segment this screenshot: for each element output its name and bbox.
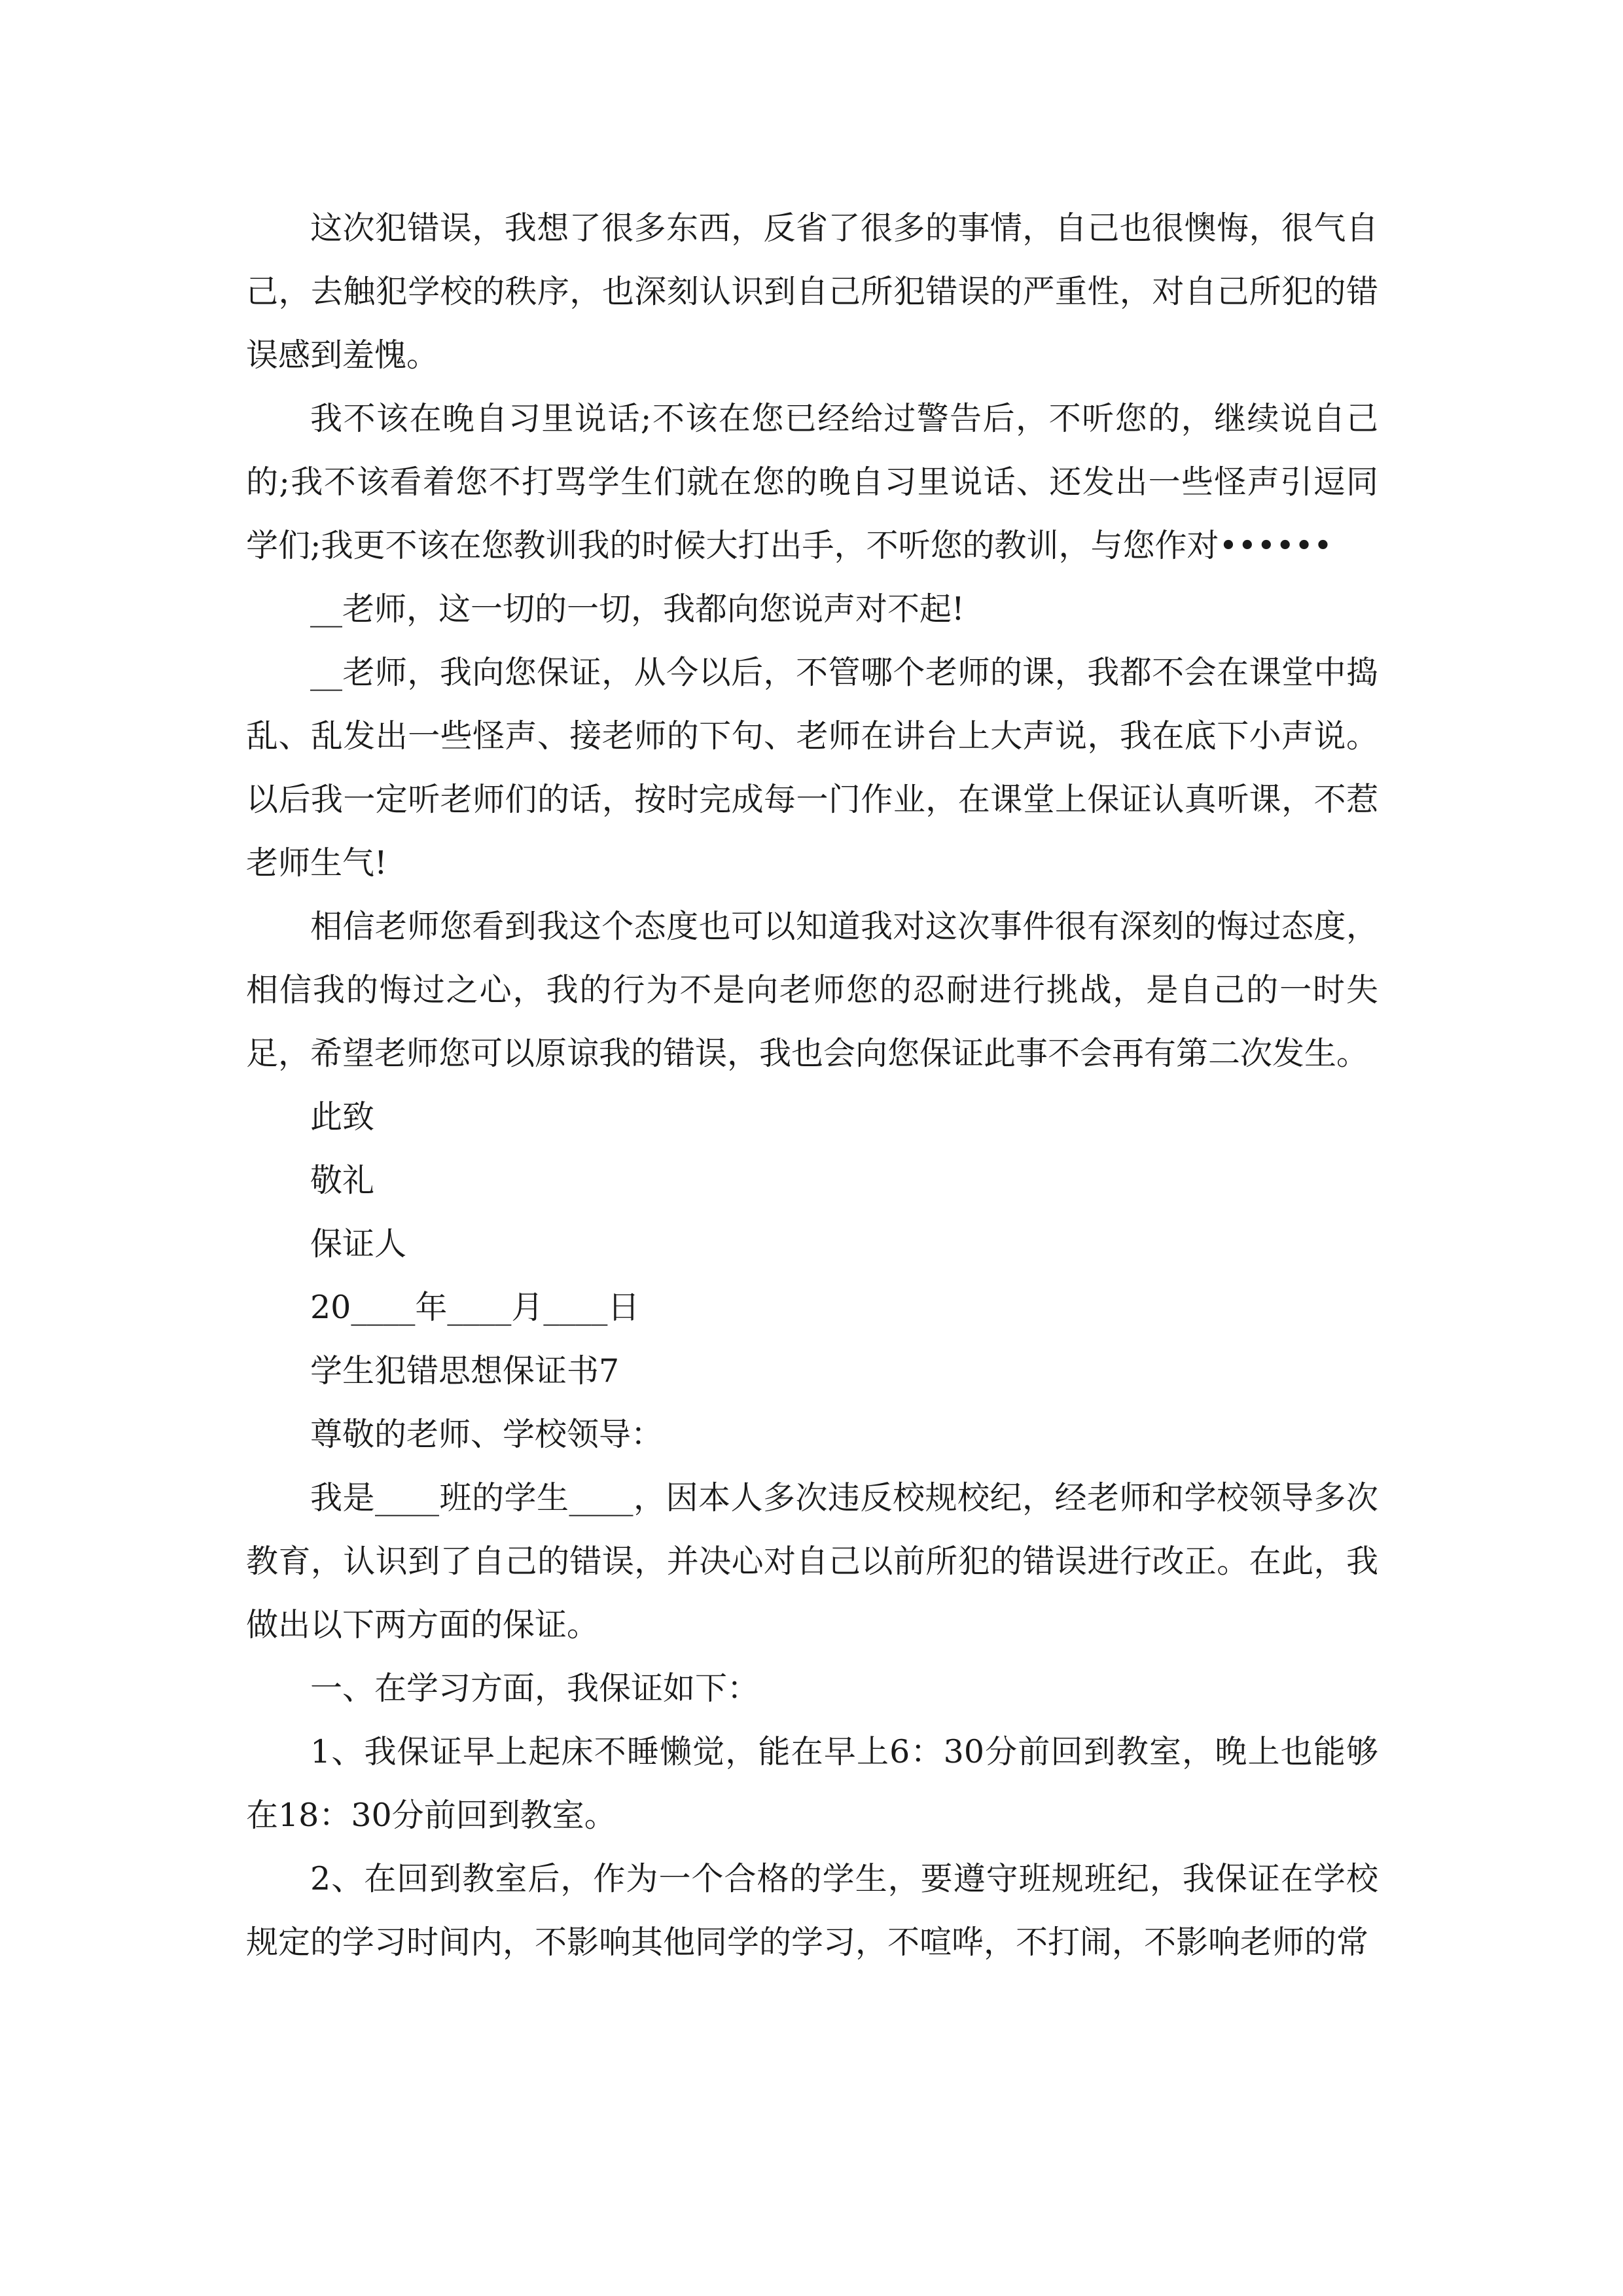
document-body [246, 196, 1378, 1974]
closing-regards: 敬礼 [310, 1162, 375, 1199]
paragraph-promise: __老师，我向您保证，从今以后，不管哪个老师的课，我都不会在课堂中捣乱、乱发出一些怪声、接老师的下句、老师在讲台上大声说，我在底下小声说。以后我一定听老师们的话，按时完成每一门作业，在课堂上保证认真听课，不惹老师生气! [246, 654, 1378, 882]
closing-salutation: 此致 [310, 1098, 375, 1136]
date-line: 20____年____月____日 [310, 1289, 640, 1326]
paragraph-repentance: 相信老师您看到我这个态度也可以知道我对这次事件很有深刻的悔过态度，相信我的悔过之心，我的行为不是向老师您的忍耐进行挑战，是自己的一时失足，希望老师您可以原谅我的错误，我也会向您保证此事不会再有第二次发生。 [246, 908, 1378, 1072]
section-title: 学生犯错思想保证书7 [310, 1352, 620, 1390]
paragraph-apology: __老师，这一切的一切，我都向您说声对不起! [310, 590, 965, 628]
paragraph-reflection: 这次犯错误，我想了很多东西，反省了很多的事情，自己也很懊悔，很气自己，去触犯学校的秩序，也深刻认识到自己所犯错误的严重性，对自己所犯的错误感到羞愧。 [246, 209, 1378, 374]
paragraph-misbehavior: 我不该在晚自习里说话;不该在您已经给过警告后，不听您的，继续说自己的;我不该看着您不打骂学生们就在您的晚自习里说话、还发出一些怪声引逗同学们;我更不该在您教训我的时候大打出手，不听您的教训，与您作对•••••• [246, 400, 1378, 564]
heading-study: 一、在学习方面，我保证如下： [310, 1670, 760, 1707]
paragraph-introduction: 我是____班的学生____，因本人多次违反校规校纪，经老师和学校领导多次教育，认识到了自己的错误，并决心对自己以前所犯的错误进行改正。在此，我做出以下两方面的保证。 [246, 1479, 1378, 1643]
greeting: 尊敬的老师、学校领导： [310, 1416, 664, 1453]
signature-label: 保证人 [310, 1225, 407, 1263]
list-item-1: 1、我保证早上起床不睡懒觉，能在早上6：30分前回到教室，晚上也能够在18：30分前回到教室。 [246, 1733, 1378, 1834]
list-item-2: 2、在回到教室后，作为一个合格的学生，要遵守班规班纪，我保证在学校规定的学习时间内，不影响其他同学的学习，不喧哗，不打闹，不影响老师的常 [246, 1860, 1378, 1961]
